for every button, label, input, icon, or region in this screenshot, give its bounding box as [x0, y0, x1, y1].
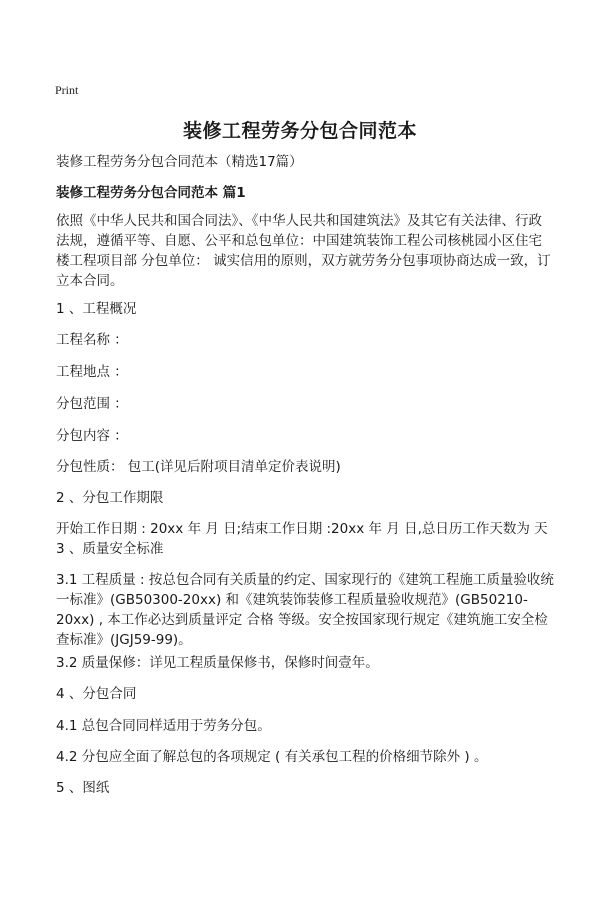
- item-2-heading: 2 、分包工作期限: [56, 490, 164, 506]
- quality-3-2-line: 3.2 质量保修：详见工程质量保修书，保修时间壹年。: [56, 655, 379, 671]
- intro-paragraph: 依照《中华人民共和国合同法》、《中华人民共和国建筑法》及其它有关法律、行政法规，遵循平等、自愿、公平和总包单位：中国建筑装饰工程公司核桃园小区住宅楼工程项目部 分包单位： 诚实信用的原则，双方就劳务分包事项协商达成一致，订立本合同。: [56, 213, 551, 289]
- item-4-heading: 4 、分包合同: [56, 686, 137, 702]
- item-5-heading: 5 、图纸: [56, 780, 110, 796]
- item-1-heading: 1 、工程概况: [56, 301, 137, 317]
- print-link[interactable]: Print: [55, 83, 79, 97]
- period-paragraph: 开始工作日期 : 20xx 年 月 日;结束工作日期 :20xx 年 月 日,总日历工作天数为 天 3 、质量安全标准: [56, 521, 548, 557]
- clause-4-1-line: 4.1 总包合同同样适用于劳务分包。: [56, 718, 271, 734]
- nature-line: 分包性质： 包工(详见后附项目清单定价表说明): [56, 459, 341, 475]
- content-line: 分包内容 ：: [56, 428, 128, 444]
- quality-3-1-paragraph: 3.1 工程质量 : 按总包合同有关质量的约定、国家现行的《建筑工程施工质量验收统一标准》(GB50300-20xx) 和《建筑装饰装修工程质量验收规范》(GB50210-20xx) , 本工作必达到质量评定 合格 等级。安全按国家现行规定《建筑施工安全检查标准》(JGJ59-99)。: [56, 572, 554, 648]
- project-location-line: 工程地点 ：: [56, 364, 128, 380]
- clause-4-2-line: 4.2 分包应全面了解总包的各项规定 ( 有关承包工程的价格细节除外 ) 。: [56, 749, 488, 765]
- scope-line: 分包范围 ：: [56, 396, 128, 412]
- section-heading: 装修工程劳务分包合同范本 篇1: [56, 185, 246, 201]
- document-title: 装修工程劳务分包合同范本: [182, 120, 417, 142]
- project-name-line: 工程名称 ：: [56, 332, 128, 348]
- document-subtitle: 装修工程劳务分包合同范本（精选17篇）: [56, 154, 303, 170]
